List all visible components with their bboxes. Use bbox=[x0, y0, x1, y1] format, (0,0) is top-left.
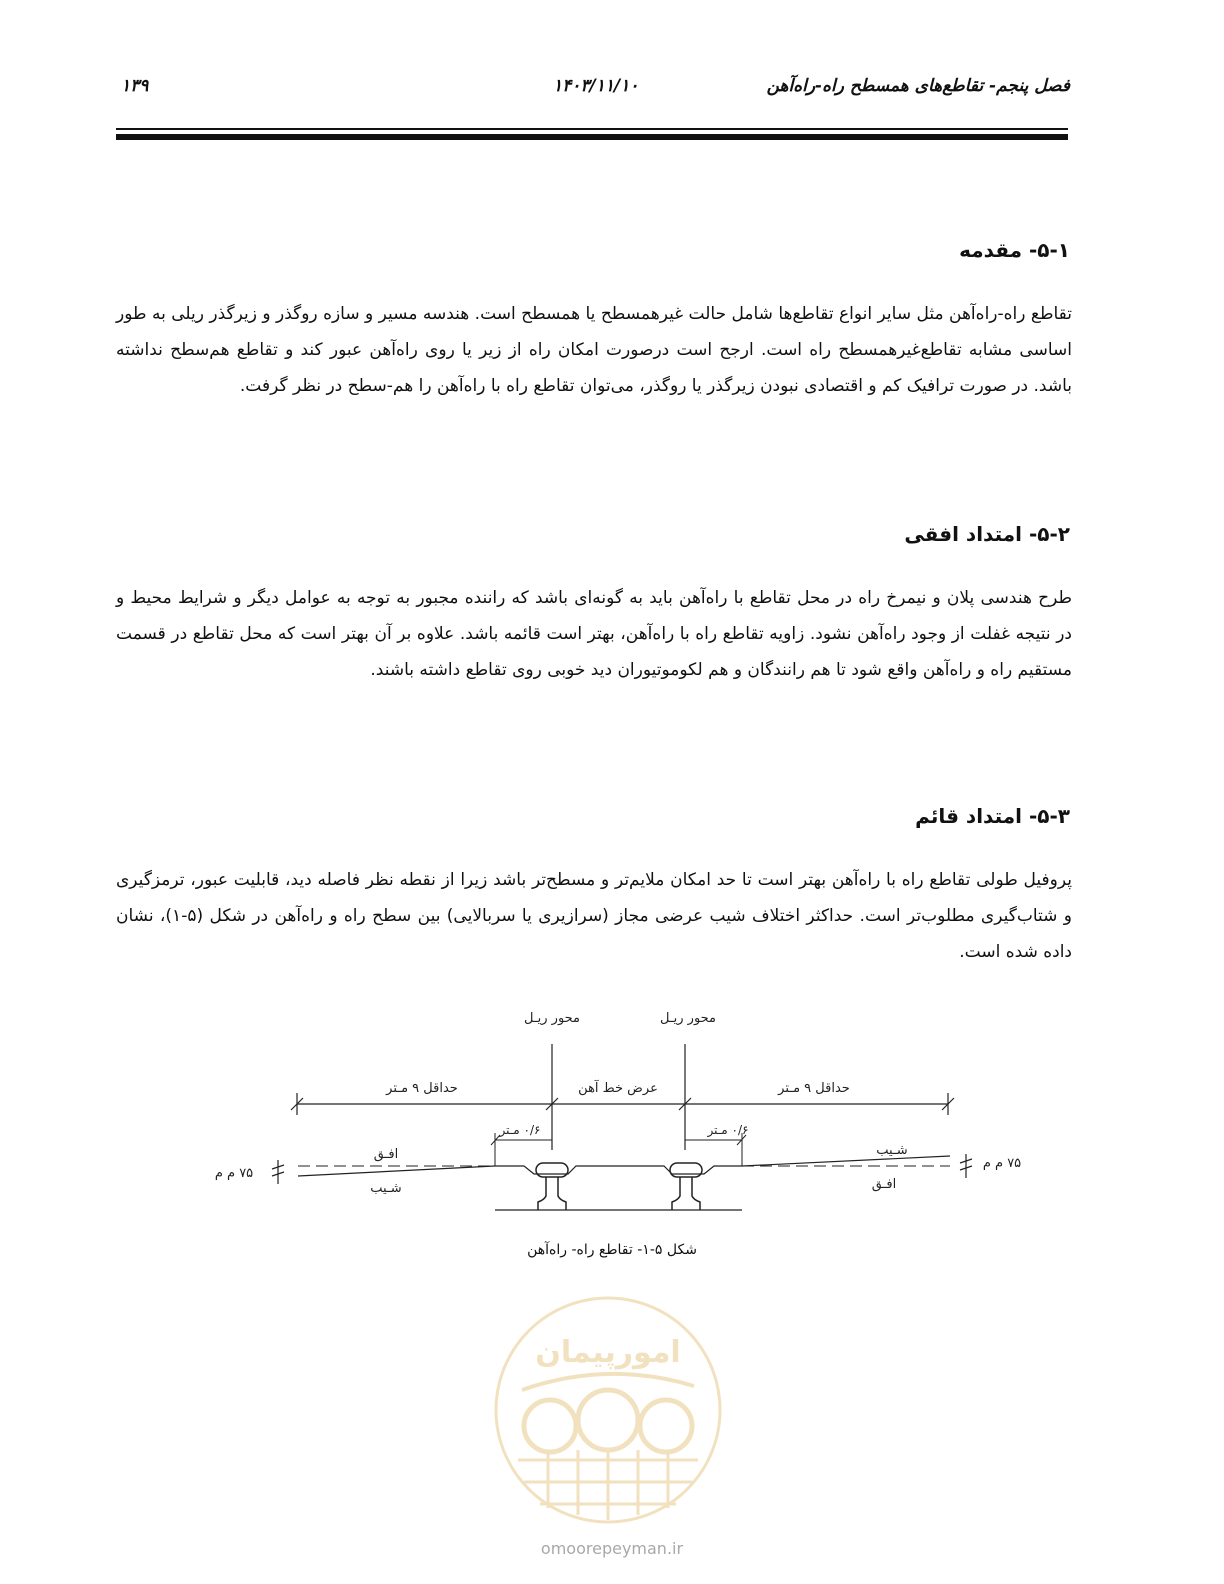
slope-label-right: شـیب bbox=[876, 1143, 908, 1158]
header-date: ۱۴۰۳/۱۱/۱۰ bbox=[553, 76, 639, 96]
horizontal-label-right: افـق bbox=[871, 1177, 897, 1192]
rail-axis-label-left: محور ریـل bbox=[523, 1011, 581, 1026]
watermark-url: omoorepeyman.ir bbox=[540, 1539, 684, 1558]
page-number: ۱۳۹ bbox=[121, 76, 149, 96]
paragraph-horizontal-alignment: طرح هندسی پلان و نیمرخ راه در محل تقاطع با راه‌آهن باید به گونه‌ای باشد که راننده مجبور به توجه به عوامل دیگر و شرایط محیط و در نتیجه غفلت از وجود راه‌آهن نشود. زاویه تقاطع راه با راه‌آهن، بهتر است قائمه باشد. علاوه بر آن بهتر است که محل تقاطع در قسمت مستقیم راه و راه‌آهن واقع شود تا هم رانندگان و هم لکوموتیوران دید خوبی روی تقاطع داشته باشند. bbox=[116, 588, 1072, 680]
offset-label-right: ۰/۶ مـتر bbox=[707, 1123, 749, 1137]
min-distance-label-left: حداقل ۹ مـتر bbox=[386, 1081, 458, 1096]
track-width-label: عرض خط آهن bbox=[578, 1081, 658, 1096]
tolerance-label-right: ۷۵ م م bbox=[982, 1156, 1022, 1171]
track-deck bbox=[495, 1166, 742, 1174]
figure-caption: شکل ۵-۱- تقاطع راه- راه‌آهن bbox=[527, 1242, 697, 1258]
tolerance-label-left: ۷۵ م م bbox=[214, 1166, 254, 1181]
watermark-seal bbox=[488, 1290, 728, 1530]
section-title-introduction: ۵-۱- مقدمه bbox=[959, 238, 1070, 262]
figure-road-rail-crossing bbox=[190, 1000, 1040, 1230]
rail-axis-label-right: محور ریـل bbox=[659, 1011, 717, 1026]
paragraph-vertical-alignment: پروفیل طولی تقاطع راه با راه‌آهن بهتر است تا حد امکان ملایم‌تر و مسطح‌تر باشد زیرا از نقطه نظر فاصله دید، قابلیت عبور، ترمزگیری و شتاب‌گیری مطلوب‌تر است. حداکثر اختلاف شیب عرضی مجاز (سرازیری یا سربالایی) بین سطح راه و راه‌آهن در شکل (۵-۱)، نشان داده شده است. bbox=[116, 870, 1072, 962]
horizontal-label-left: افـق bbox=[373, 1147, 399, 1162]
section-title-horizontal-alignment: ۵-۲- امتداد افقی bbox=[904, 522, 1070, 546]
section-title-vertical-alignment: ۵-۳- امتداد قائم bbox=[915, 804, 1070, 828]
watermark-logo-text: امورپیمان bbox=[535, 1335, 681, 1370]
paragraph-introduction: تقاطع راه-راه‌آهن مثل سایر انواع تقاطع‌ها شامل حالت غیرهمسطح یا همسطح است. هندسه مسیر و سازه روگذر و زیرگذر ریلی به طور اساسی مشابه تقاطع‌غیرهمسطح راه است. ارجح است درصورت امکان راه از زیر یا روی راه‌آهن عبور کند و تقاطع هم‌سطح نداشته باشد. در صورت ترافیک کم و اقتصادی نبودن زیرگذر یا روگذر، می‌توان تقاطع راه با راه‌آهن را هم-سطح در نظر گرفت. bbox=[116, 304, 1072, 396]
rail-left bbox=[536, 1163, 568, 1210]
road-slope-left bbox=[298, 1166, 495, 1176]
tolerance-mark-left bbox=[272, 1160, 284, 1184]
slope-label-left: شـیب bbox=[370, 1181, 402, 1196]
road-slope-right bbox=[742, 1156, 950, 1166]
chapter-title: فصل پنجم- تقاطع‌های همسطح راه-راه‌آهن bbox=[766, 76, 1070, 96]
header-rule-thick bbox=[116, 134, 1068, 140]
rail-right bbox=[670, 1163, 702, 1210]
offset-label-left: ۰/۶ مـتر bbox=[499, 1123, 541, 1137]
min-distance-label-right: حداقل ۹ مـتر bbox=[778, 1081, 850, 1096]
header-rule-thin bbox=[116, 128, 1068, 130]
tolerance-mark-right bbox=[960, 1154, 972, 1178]
